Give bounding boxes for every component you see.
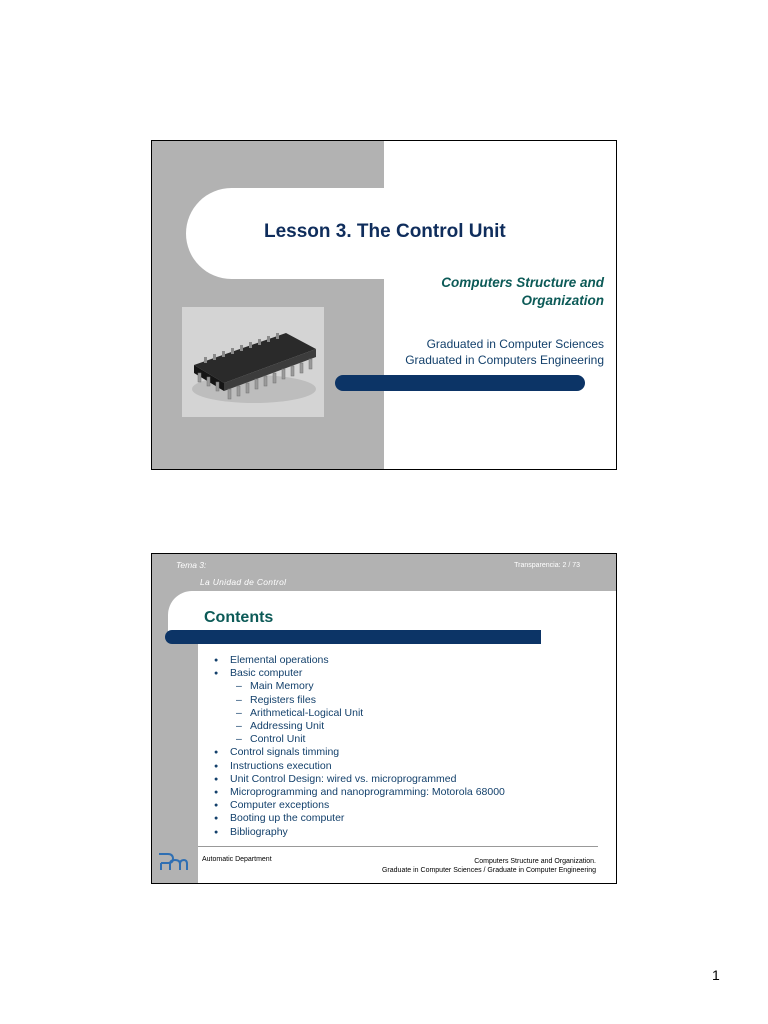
contents-item: ● Basic computer bbox=[214, 667, 505, 680]
contents-item: ● Bibliography bbox=[214, 826, 505, 839]
unit-name: La Unidad de Control bbox=[200, 577, 287, 587]
contents-slide bbox=[151, 553, 617, 884]
accent-bar bbox=[335, 375, 585, 391]
contents-item: ● Microprogramming and nanoprogramming: Motorola 68000 bbox=[214, 786, 505, 799]
degree-line-2: Graduated in Computers Engineering bbox=[405, 353, 604, 367]
course-subtitle bbox=[441, 274, 604, 310]
contents-subitem: – Registers files bbox=[214, 694, 505, 707]
degree-line-1: Graduated in Computer Sciences bbox=[426, 337, 604, 351]
page-number: 1 bbox=[712, 967, 720, 983]
footer-line-2: Graduate in Computer Sciences / Graduate in Computer Engineering bbox=[381, 867, 596, 874]
tema-label: Tema 3: bbox=[176, 560, 207, 570]
subtitle-line-1: Computers Structure and bbox=[441, 275, 604, 290]
contents-item: ● Control signals timming bbox=[214, 746, 505, 759]
department-name: Automatic Department bbox=[202, 856, 272, 863]
subtitle-line-2: Organization bbox=[521, 293, 604, 308]
lesson-title: Lesson 3. The Control Unit bbox=[264, 221, 506, 242]
accent-bar bbox=[165, 630, 541, 644]
degree-lines bbox=[405, 336, 604, 368]
contents-item: ● Unit Control Design: wired vs. microprogrammed bbox=[214, 773, 505, 786]
contents-list bbox=[214, 654, 505, 839]
contents-item: ● Computer exceptions bbox=[214, 799, 505, 812]
contents-subitem: – Addressing Unit bbox=[214, 720, 505, 733]
microchip-photo bbox=[182, 307, 324, 417]
title-slide bbox=[151, 140, 617, 470]
contents-subitem: – Arithmetical-Logical Unit bbox=[214, 707, 505, 720]
contents-item: ● Instructions execution bbox=[214, 760, 505, 773]
contents-item: ● Elemental operations bbox=[214, 654, 505, 667]
slide-counter: Transparencia: 2 / 73 bbox=[514, 562, 580, 569]
contents-subitem: – Main Memory bbox=[214, 680, 505, 693]
contents-subitem: – Control Unit bbox=[214, 733, 505, 746]
contents-item: ● Booting up the computer bbox=[214, 812, 505, 825]
course-footer bbox=[382, 857, 596, 875]
footer-divider bbox=[198, 846, 598, 847]
microchip-icon bbox=[182, 307, 324, 417]
footer-line-1: Computers Structure and Organization. bbox=[474, 858, 596, 865]
contents-heading: Contents bbox=[204, 609, 274, 626]
department-logo-icon bbox=[156, 850, 188, 874]
